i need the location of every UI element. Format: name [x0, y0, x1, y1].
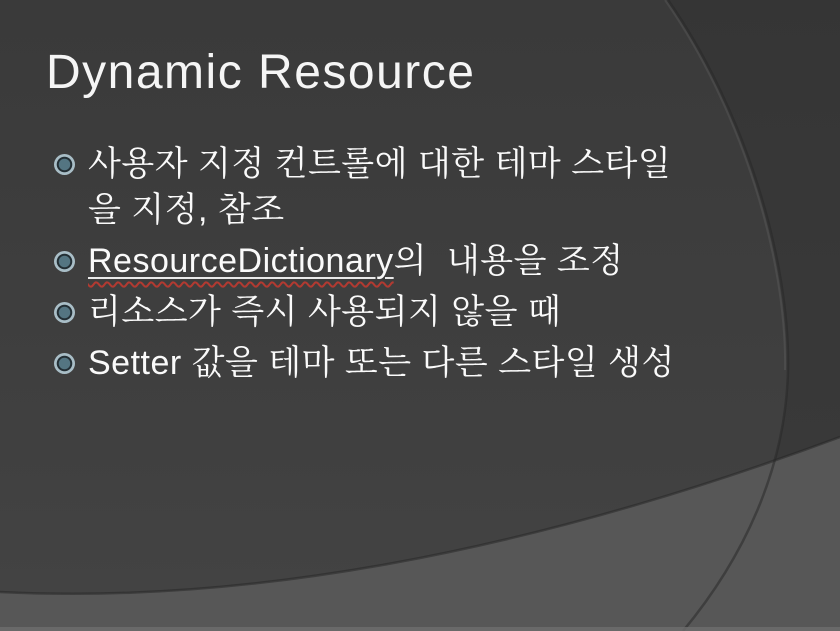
bullet-text-1 — [88, 141, 671, 233]
bullet-text-3: 리소스가 즉시 사용되지 않을 때 — [88, 293, 562, 331]
bullet-1-line-1: 사용자 지정 컨트롤에 대한 테마 스타일 — [88, 145, 672, 183]
bullet-text-4: Setter 값을 테마 또는 다른 스타일 생성 — [88, 344, 675, 382]
circle-bullet-icon — [54, 251, 75, 272]
bullet-1-line-2: 을 지정, 참조 — [88, 191, 285, 229]
bullet-item-2 — [46, 238, 726, 284]
circle-bullet-icon — [54, 353, 75, 374]
bullet-item-4 — [46, 340, 726, 386]
slide-title: Dynamic Resource — [46, 46, 476, 99]
bullet-text-2 — [88, 238, 624, 284]
underlined-misspelled-word — [88, 242, 394, 280]
bullet-2-rest: 의 내용을 조정 — [393, 242, 624, 280]
bullet-item-1 — [46, 141, 726, 233]
spellcheck-squiggle-word: ResourceDictionary — [88, 242, 394, 280]
circle-bullet-icon — [54, 154, 75, 175]
bullet-list — [46, 141, 726, 391]
bullet-item-3 — [46, 289, 726, 335]
circle-bullet-icon — [54, 302, 75, 323]
